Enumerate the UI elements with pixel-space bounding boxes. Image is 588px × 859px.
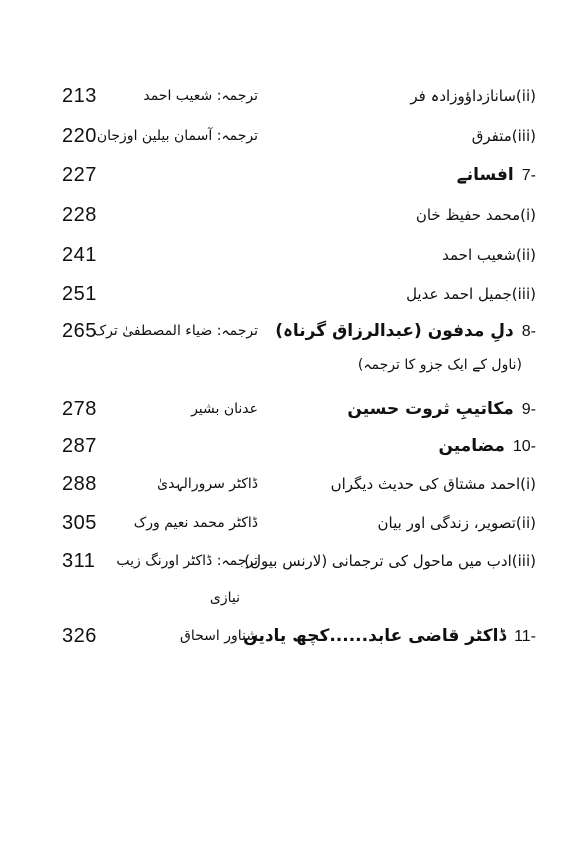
- toc-section: [0, 391, 588, 427]
- toc-section: [0, 618, 588, 654]
- toc-entry: [0, 505, 588, 541]
- page-number: 251: [62, 283, 97, 305]
- page-number: 287: [62, 435, 97, 457]
- entry-credit: ترجمہ: شعیب احمد: [143, 88, 258, 104]
- section-heading: [275, 313, 536, 350]
- page-number: 241: [62, 244, 97, 266]
- section-heading: [243, 618, 536, 655]
- section-number: -11: [514, 628, 536, 645]
- entry-credit: ڈاکٹر سرورالہدیٰ: [157, 476, 258, 492]
- page-number: 227: [62, 164, 97, 186]
- section-number: -10: [512, 438, 536, 455]
- toc-entry: [0, 118, 588, 154]
- toc-entry: [0, 466, 588, 502]
- section-title: مکاتیبِ ثروت حسین: [347, 399, 514, 419]
- page-number: 326: [62, 625, 97, 647]
- section-heading: [457, 157, 536, 194]
- toc-entry-credit-continuation: [0, 580, 588, 616]
- section-number: -9: [521, 401, 536, 418]
- entry-title: (i)محمد حفیظ خان: [415, 206, 536, 224]
- section-title: افسانے: [456, 165, 514, 185]
- entry-credit: ڈاکٹر محمد نعیم ورک: [133, 515, 258, 531]
- entry-credit: ترجمہ: آسمان بیلین اوزجان: [96, 128, 258, 144]
- toc-section: [0, 157, 588, 193]
- toc-entry: [0, 276, 588, 312]
- entry-title: (iii)ادب میں ماحول کی ترجمانی (لارنس بیول): [244, 552, 536, 570]
- toc-section: [0, 428, 588, 464]
- section-number: -8: [521, 323, 536, 340]
- entry-subtitle: (ناول کے ایک جزو کا ترجمہ): [357, 357, 522, 373]
- toc-entry: [0, 78, 588, 114]
- page-number: 228: [62, 204, 97, 226]
- toc-entry: [0, 543, 588, 579]
- entry-title: (ii)سانازداؤوزادہ فر: [410, 87, 536, 105]
- section-number: -7: [521, 167, 536, 184]
- entry-title: (ii)تصویر، زندگی اور بیان: [377, 514, 536, 532]
- entry-title: (iii)جمیل احمد عدیل: [406, 285, 536, 303]
- section-title: دلِ مدفون (عبدالرزاق گرناہ): [275, 321, 514, 341]
- page-number: 288: [62, 473, 97, 495]
- toc-entry-subtitle: [0, 347, 588, 383]
- page-number: 278: [62, 398, 97, 420]
- page-number: 305: [62, 512, 97, 534]
- toc-section: [0, 313, 588, 349]
- section-title: مضامین: [438, 436, 505, 456]
- toc-entry: [0, 197, 588, 233]
- page-number: 265: [62, 320, 97, 342]
- entry-credit: عدنان بشیر: [191, 401, 258, 417]
- entry-title: (i)احمد مشتاق کی حدیث دیگراں: [330, 475, 536, 493]
- section-title: ڈاکٹر قاضی عابد......کچھ یادیں: [243, 626, 507, 646]
- entry-title: (ii)شعیب احمد: [442, 246, 536, 264]
- section-heading: [438, 428, 536, 465]
- page-number: 311: [62, 550, 96, 572]
- toc-entry: [0, 237, 588, 273]
- page-number: 220: [62, 125, 97, 147]
- page-number: 213: [62, 85, 97, 107]
- entry-credit: شناور اسحاق: [180, 628, 258, 644]
- section-heading: [347, 391, 536, 428]
- entry-credit: نیازی: [209, 590, 240, 606]
- entry-credit: ترجمہ: ڈاکٹر اورنگ زیب: [116, 553, 258, 569]
- entry-credit: ترجمہ: ضیاء المصطفیٰ ترک: [93, 323, 258, 339]
- entry-title: (iii)متفرق: [471, 127, 536, 145]
